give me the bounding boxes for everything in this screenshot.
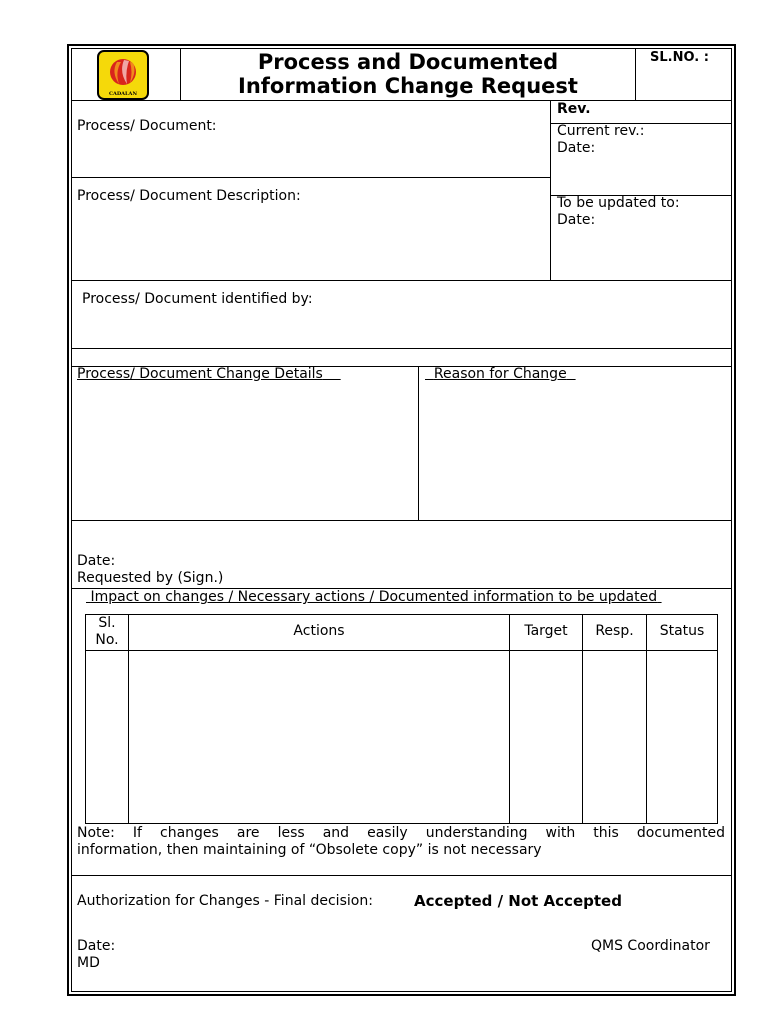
authorization-decision: Accepted / Not Accepted [414, 892, 622, 910]
header-divider [180, 48, 181, 100]
col-divider-2 [509, 614, 510, 824]
logo-text: CADALAN [108, 91, 138, 97]
change-bottom-rule [71, 520, 732, 521]
table-header-rule [85, 650, 718, 651]
title-line1: Process and Documented [257, 50, 559, 74]
change-divider [418, 366, 419, 520]
sl-no-divider [635, 48, 636, 100]
page-title [182, 50, 634, 98]
requested-by-label: Requested by (Sign.) [77, 570, 224, 586]
request-date-label: Date: [77, 553, 116, 569]
cadalan-logo [97, 50, 149, 100]
sl-no-label: SL.NO. : [650, 50, 709, 65]
field-rule-3 [71, 348, 732, 349]
updated-to-label: To be updated to: [557, 195, 680, 211]
qms-coordinator-label: QMS Coordinator [591, 938, 710, 954]
col-divider-3 [582, 614, 583, 824]
col-divider-4 [646, 614, 647, 824]
updated-date-label: Date: [557, 212, 596, 228]
col-divider-1 [128, 614, 129, 824]
logo-icon [97, 50, 149, 100]
col-header-status: Status [659, 623, 705, 639]
field-rule-2 [71, 280, 732, 281]
col-header-resp: Resp. [595, 623, 634, 639]
change-details-heading: Process/ Document Change Details [77, 366, 323, 382]
rev-label: Rev. [557, 101, 591, 117]
note-line2: information, then maintaining of “Obsolete copy” is not necessary [77, 842, 542, 858]
note-line1: Note: If changes are less and easily understanding with this documented [77, 825, 725, 841]
authorization-label: Authorization for Changes - Final decision: [77, 893, 373, 909]
title-line2: Information Change Request [238, 74, 578, 98]
reason-heading: Reason for Change [433, 366, 567, 382]
current-rev-label: Current rev.: [557, 123, 645, 139]
col-header-sl-no: Sl. No. [95, 615, 119, 648]
identified-by-field: Process/ Document identified by: [82, 291, 313, 307]
current-date-label: Date: [557, 140, 596, 156]
impact-table [85, 614, 718, 824]
description-field: Process/ Document Description: [77, 188, 301, 204]
col-header-target: Target [524, 623, 568, 639]
md-label: MD [77, 955, 100, 971]
header-bottom-rule [71, 100, 732, 101]
process-document-field: Process/ Document: [77, 118, 217, 134]
md-date-label: Date: [77, 938, 116, 954]
field-rule-1 [71, 177, 550, 178]
impact-heading: Impact on changes / Necessary actions / Documented information to be updated [90, 589, 658, 605]
note-bottom-rule [71, 875, 732, 876]
revision-divider [550, 100, 551, 280]
col-header-actions: Actions [293, 623, 345, 639]
